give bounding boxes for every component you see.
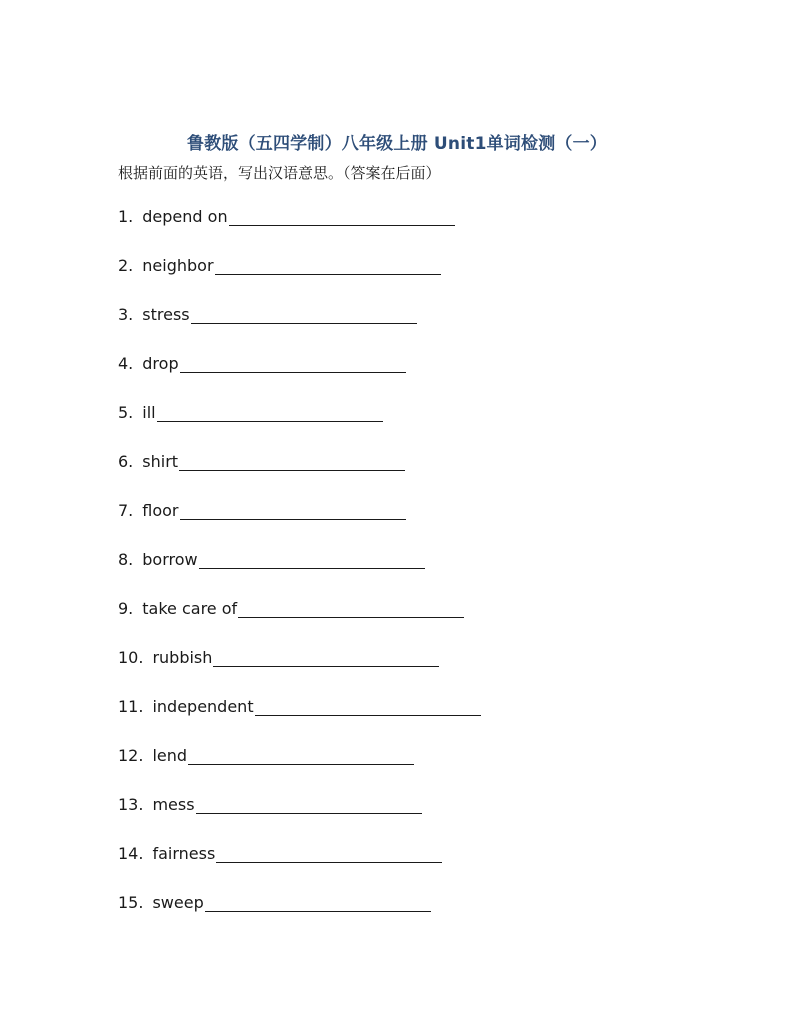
list-item <box>118 889 481 938</box>
answer-blank[interactable] <box>188 742 414 765</box>
answer-blank[interactable] <box>199 546 425 569</box>
answer-blank[interactable] <box>216 840 442 863</box>
answer-blank[interactable] <box>205 889 431 912</box>
list-item <box>118 203 481 252</box>
page-title: 鲁教版（五四学制）八年级上册 Unit1单词检测（一） <box>186 134 607 154</box>
item-word: rubbish <box>152 648 213 667</box>
item-word: stress <box>142 305 190 324</box>
item-number: 11. <box>118 697 144 716</box>
item-number: 1. <box>118 207 134 226</box>
item-number: 15. <box>118 893 144 912</box>
item-number: 10. <box>118 648 144 667</box>
item-number: 7. <box>118 501 134 520</box>
item-number: 6. <box>118 452 134 471</box>
list-item <box>118 644 481 693</box>
list-item <box>118 301 481 350</box>
answer-blank[interactable] <box>255 693 481 716</box>
list-item <box>118 252 481 301</box>
item-number: 13. <box>118 795 144 814</box>
list-item <box>118 399 481 448</box>
item-word: independent <box>152 697 254 716</box>
answer-blank[interactable] <box>213 644 439 667</box>
item-word: ill <box>142 403 156 422</box>
answer-blank[interactable] <box>229 203 455 226</box>
item-number: 8. <box>118 550 134 569</box>
list-item <box>118 448 481 497</box>
answer-blank[interactable] <box>238 595 464 618</box>
item-number: 5. <box>118 403 134 422</box>
list-item <box>118 742 481 791</box>
vocabulary-list <box>118 203 481 938</box>
item-word: mess <box>152 795 195 814</box>
item-number: 2. <box>118 256 134 275</box>
item-word: shirt <box>142 452 179 471</box>
item-word: lend <box>152 746 188 765</box>
list-item <box>118 693 481 742</box>
item-number: 14. <box>118 844 144 863</box>
item-word: floor <box>142 501 179 520</box>
item-number: 3. <box>118 305 134 324</box>
answer-blank[interactable] <box>157 399 383 422</box>
list-item <box>118 546 481 595</box>
list-item <box>118 791 481 840</box>
item-word: drop <box>142 354 179 373</box>
instruction-text: 根据前面的英语，写出汉语意思。（答案在后面） <box>118 164 441 182</box>
answer-blank[interactable] <box>215 252 441 275</box>
item-word: fairness <box>152 844 216 863</box>
answer-blank[interactable] <box>191 301 417 324</box>
list-item <box>118 840 481 889</box>
answer-blank[interactable] <box>180 497 406 520</box>
item-number: 9. <box>118 599 134 618</box>
answer-blank[interactable] <box>180 350 406 373</box>
item-word: depend on <box>142 207 228 226</box>
item-number: 4. <box>118 354 134 373</box>
list-item <box>118 595 481 644</box>
list-item <box>118 497 481 546</box>
answer-blank[interactable] <box>196 791 422 814</box>
item-word: take care of <box>142 599 238 618</box>
answer-blank[interactable] <box>179 448 405 471</box>
list-item <box>118 350 481 399</box>
item-number: 12. <box>118 746 144 765</box>
item-word: neighbor <box>142 256 214 275</box>
item-word: sweep <box>152 893 204 912</box>
item-word: borrow <box>142 550 198 569</box>
